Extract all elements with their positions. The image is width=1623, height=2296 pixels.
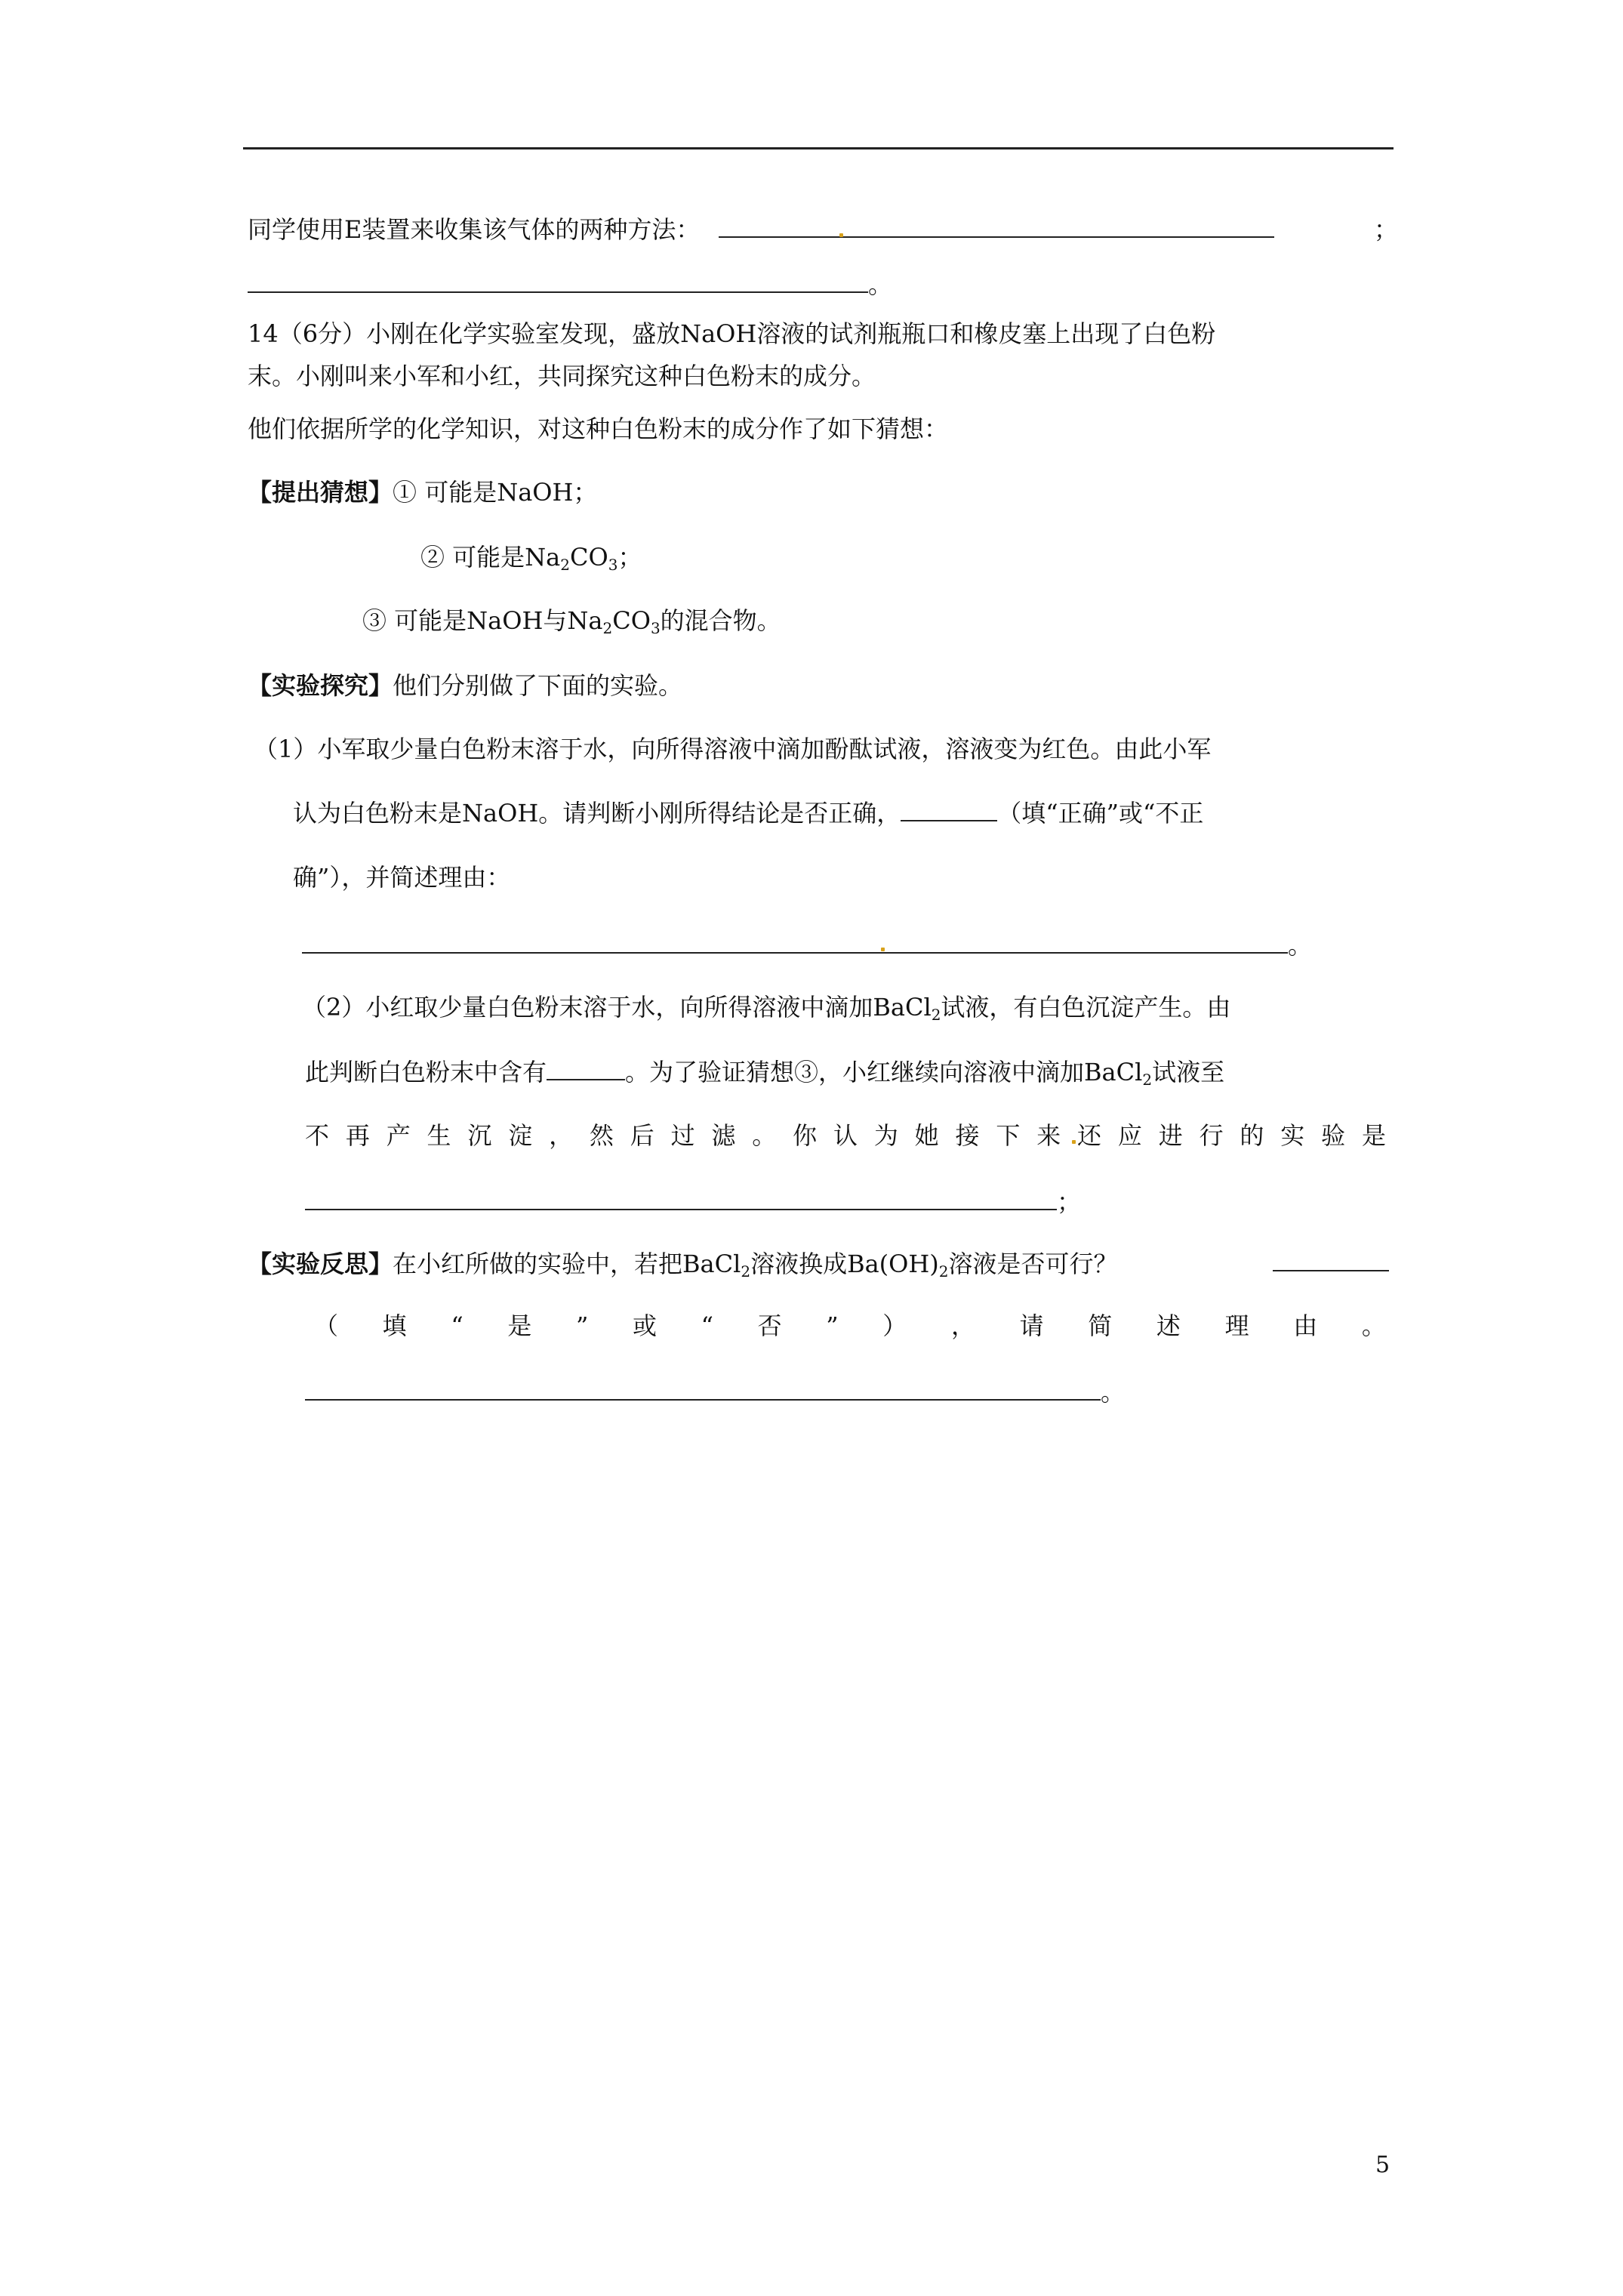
part-1-line-3: 确”），并简述理由： <box>293 863 511 892</box>
char: ” <box>575 1311 589 1340</box>
char: （ <box>314 1311 339 1340</box>
char: 还 <box>1077 1121 1102 1150</box>
char: ） <box>882 1311 907 1340</box>
part-2-line-1 <box>302 991 1230 1024</box>
char: 简 <box>1088 1311 1113 1340</box>
q14-intro-2: 末。小刚叫来小军和小红，共同探究这种白色粉末的成分。 <box>248 362 876 390</box>
experiment-line <box>248 669 682 702</box>
char: 填 <box>382 1311 407 1340</box>
part-2-next-step-line <box>305 1185 1081 1219</box>
semicolon: ； <box>1374 215 1399 244</box>
period: 。 <box>868 270 893 299</box>
answer-blank-contains[interactable] <box>547 1056 625 1080</box>
semicolon: ； <box>1057 1188 1082 1216</box>
guess-3-text: ③ 可能是NaOH与Na <box>362 606 603 635</box>
part-2-text: 此判断白色粉末中含有 <box>305 1058 547 1086</box>
answer-blank-collect-2[interactable] <box>248 269 868 293</box>
q14-intro-1: 14（6分）小刚在化学实验室发现，盛放NaOH溶液的试剂瓶瓶口和橡皮塞上出现了白色粉 <box>248 319 1216 348</box>
char: 你 <box>793 1121 818 1150</box>
char: 为 <box>873 1121 898 1150</box>
guess-3-text: CO <box>612 606 651 635</box>
part-2-line-2 <box>305 1056 1224 1089</box>
part-1-text: 认为白色粉末是NaOH。请判断小刚所得结论是否正确， <box>293 799 901 827</box>
q14-intro-3: 他们依据所学的化学知识，对这种白色粉末的成分作了如下猜想： <box>248 415 949 443</box>
subscript: 3 <box>608 556 618 574</box>
char: 是 <box>507 1311 532 1340</box>
char: 请 <box>1019 1311 1044 1340</box>
char: 过 <box>670 1121 695 1150</box>
reflection-line-1 <box>248 1247 1389 1281</box>
part-1-text: （填“正确”或“不正 <box>997 799 1204 827</box>
part-2-line-3 <box>305 1119 1386 1152</box>
subscript: 2 <box>931 1006 941 1024</box>
dot-mark <box>839 233 843 237</box>
part-1-reason-line <box>302 929 1312 962</box>
char: 。 <box>1361 1311 1386 1340</box>
line-collect-methods-2 <box>248 268 892 301</box>
char: 由 <box>1293 1311 1318 1340</box>
char: 进 <box>1158 1121 1183 1150</box>
char: 认 <box>833 1121 858 1150</box>
line-collect-methods <box>248 213 1399 246</box>
period: 。 <box>1101 1378 1126 1407</box>
part-1-line-1: （1）小军取少量白色粉末溶于水，向所得溶液中滴加酚酞试液，溶液变为红色。由此小军 <box>254 735 1212 763</box>
char: 后 <box>630 1121 654 1150</box>
char: 接 <box>955 1121 980 1150</box>
guess-2-line <box>420 541 642 574</box>
part-2-text: （2）小红取少量白色粉末溶于水，向所得溶液中滴加BaCl <box>302 993 932 1022</box>
char: 述 <box>1156 1311 1181 1340</box>
char: 淀 <box>508 1121 533 1150</box>
period: 。 <box>1288 931 1313 960</box>
reflection-text: 溶液是否可行？ <box>948 1250 1118 1278</box>
subscript: 2 <box>602 619 613 637</box>
char: 她 <box>914 1121 939 1150</box>
part-2-text: 试液，有白色沉淀产生。由 <box>941 993 1231 1022</box>
char: 然 <box>589 1121 614 1150</box>
char: 理 <box>1224 1311 1249 1340</box>
part-2-text: 试液至 <box>1152 1058 1225 1086</box>
char: 滤 <box>711 1121 736 1150</box>
header-rule <box>243 147 1394 149</box>
experiment-text: 他们分别做了下面的实验。 <box>393 671 683 700</box>
char: 是 <box>1361 1121 1386 1150</box>
char: 应 <box>1117 1121 1142 1150</box>
char: 来 <box>1036 1121 1061 1150</box>
reflection-text: 在小红所做的实验中，若把BaCl <box>393 1250 741 1278</box>
collect-methods-text: 同学使用E装置来收集该气体的两种方法： <box>248 215 701 244</box>
char: ， <box>950 1311 975 1340</box>
answer-blank-next-step[interactable] <box>305 1186 1057 1210</box>
char: 不 <box>305 1121 330 1150</box>
part-2-text: 。为了验证猜想③，小红继续向溶液中滴加BaCl <box>625 1058 1143 1086</box>
answer-blank-feasible[interactable] <box>1273 1247 1389 1271</box>
guess-2-text: ； <box>617 543 642 572</box>
guess-2-text: ② 可能是Na <box>420 543 561 572</box>
char: 。 <box>752 1121 777 1150</box>
char: 生 <box>427 1121 451 1150</box>
dot-mark <box>881 948 885 951</box>
guess-3-line <box>362 604 781 637</box>
char: 验 <box>1321 1121 1346 1150</box>
char: ” <box>826 1311 839 1340</box>
char: 或 <box>632 1311 657 1340</box>
guess-1-line <box>248 476 597 509</box>
char: 产 <box>386 1121 411 1150</box>
page-number: 5 <box>1375 2152 1390 2178</box>
guess-label: 【提出猜想】 <box>248 478 393 507</box>
char: 实 <box>1280 1121 1305 1150</box>
reflection-label: 【实验反思】 <box>248 1250 393 1278</box>
char: “ <box>701 1311 713 1340</box>
answer-blank-correct[interactable] <box>901 797 997 821</box>
answer-blank-reason[interactable] <box>302 929 1288 954</box>
experiment-label: 【实验探究】 <box>248 671 393 700</box>
char: 再 <box>345 1121 370 1150</box>
subscript: 3 <box>650 619 661 637</box>
char: 沉 <box>467 1121 492 1150</box>
subscript: 2 <box>1142 1071 1153 1089</box>
part-1-line-2 <box>293 797 1203 830</box>
char: “ <box>451 1311 463 1340</box>
guess-2-text: CO <box>570 543 608 572</box>
subscript: 2 <box>560 556 570 574</box>
char: 的 <box>1240 1121 1264 1150</box>
char: 行 <box>1199 1121 1224 1150</box>
subscript: 2 <box>938 1262 949 1281</box>
answer-blank-collect-1[interactable] <box>719 214 1274 238</box>
subscript: 2 <box>741 1262 751 1281</box>
reflection-text: 溶液换成Ba(OH) <box>750 1250 939 1278</box>
char: ， <box>549 1121 574 1150</box>
guess-3-text: 的混合物。 <box>660 606 781 635</box>
reflection-line-2 <box>314 1309 1386 1342</box>
reflection-reason-line <box>305 1376 1125 1409</box>
guess-1: ① 可能是NaOH； <box>393 478 598 507</box>
dot-mark <box>1072 1140 1076 1144</box>
char: 否 <box>757 1311 782 1340</box>
char: 下 <box>996 1121 1021 1150</box>
answer-blank-reflection-reason[interactable] <box>305 1376 1101 1401</box>
